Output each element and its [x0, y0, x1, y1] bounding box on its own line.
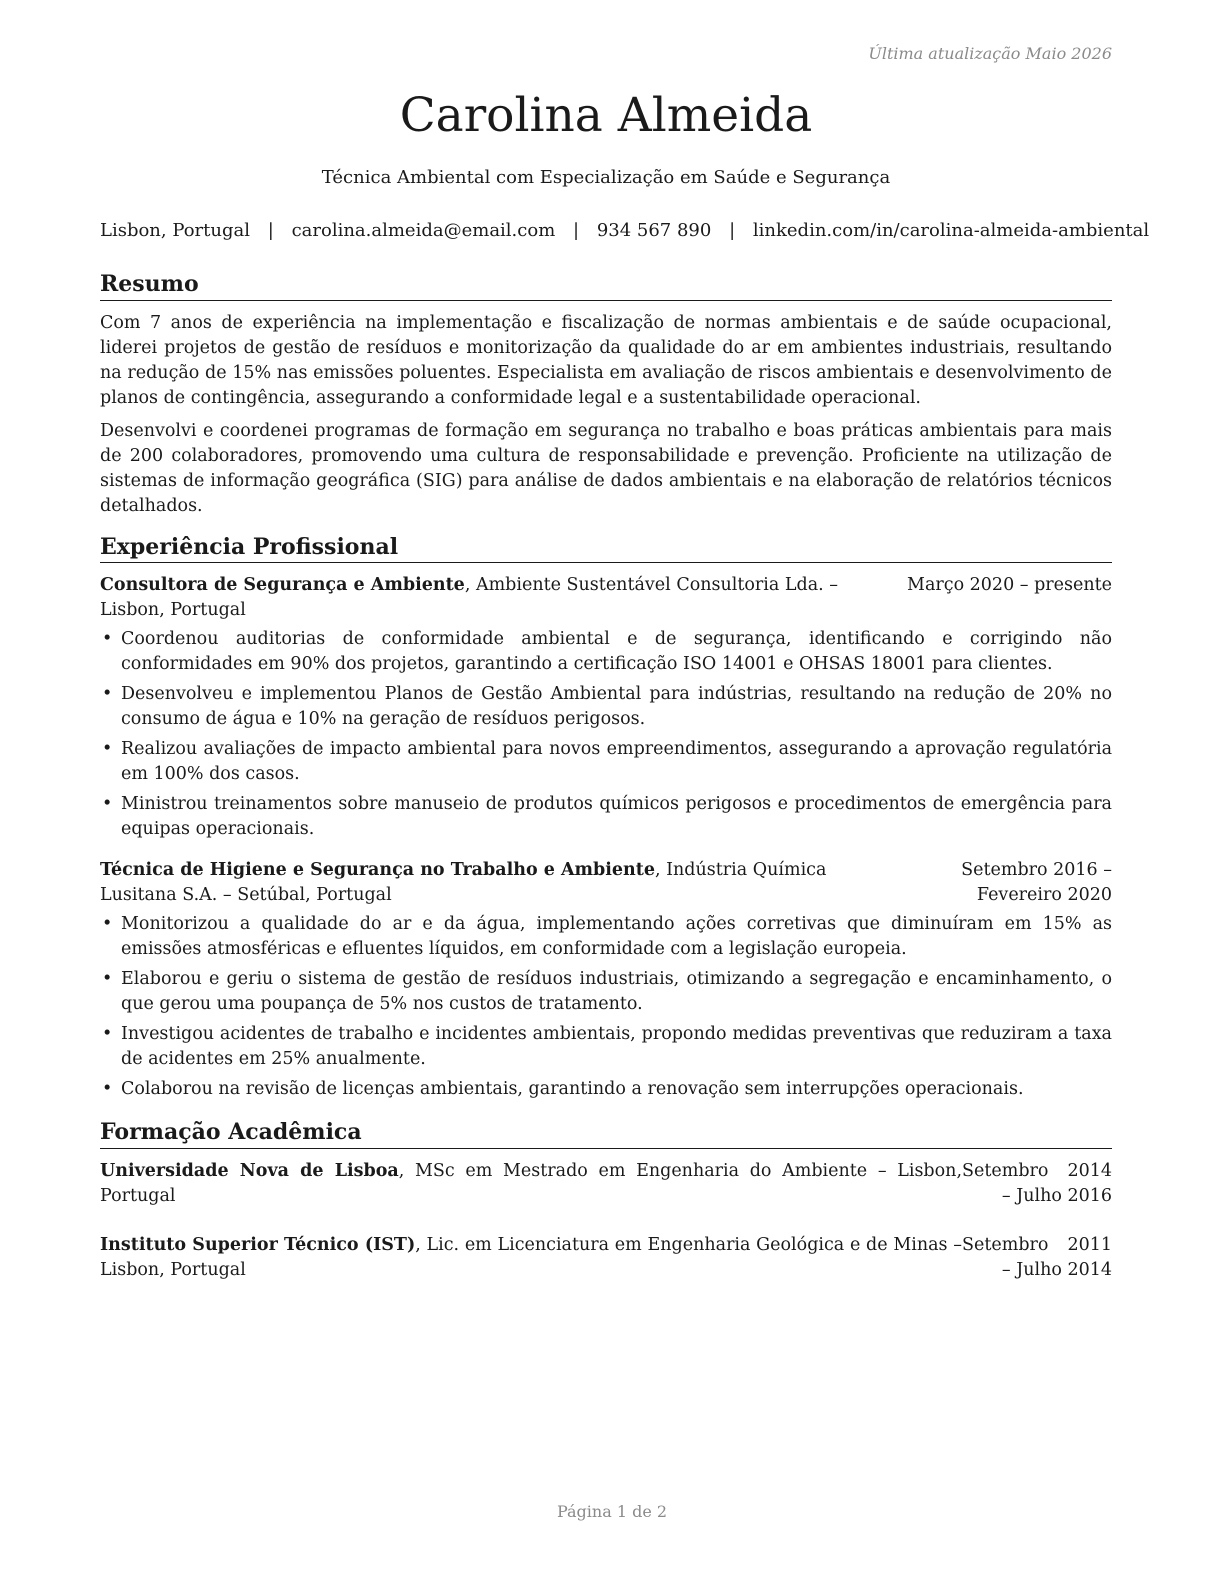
candidate-name: Carolina Almeida	[399, 88, 813, 143]
education-detail: , Lic. em Licenciatura em Engenharia Geológica e de Minas – Lisbon, Portugal	[100, 1234, 962, 1280]
job-organization: , Indústria Química Lusitana S.A. – Setúbal, Portugal	[100, 860, 827, 906]
section-title-experience: Experiência Profissional	[100, 533, 1112, 564]
education-institution: Instituto Superior Técnico (IST)	[100, 1234, 416, 1255]
section-title-summary: Resumo	[100, 270, 1112, 301]
contact-linkedin[interactable]: linkedin.com/in/carolina-almeida-ambiental	[752, 220, 1150, 241]
job-bullets	[100, 627, 1112, 842]
education-detail: , MSc em Mestrado em Engenharia do Ambiente – Lisbon, Portugal	[100, 1160, 963, 1206]
job-bullet: • Ministrou treinamentos sobre manuseio de produtos químicos perigosos e procedimentos de emergência para equipas operacionais.	[100, 792, 1112, 842]
job-dates: Março 2020 – presente	[907, 575, 1112, 596]
job-title-line	[100, 573, 907, 623]
job-entry	[100, 573, 1112, 842]
contact-separator: |	[573, 220, 580, 241]
job-organization: , Ambiente Sustentável Consultoria Lda. – Lisbon, Portugal	[100, 575, 839, 621]
job-bullet: • Monitorizou a qualidade do ar e da água, implementando ações corretivas que diminuíram em 15% as emissões atmosféricas e efluentes líquidos, em conformidade com a legislação europeia.	[100, 912, 1112, 962]
job-dates: Setembro 2016 – Fevereiro 2020	[961, 860, 1112, 906]
education-entry	[100, 1233, 1112, 1283]
job-title-line	[100, 858, 932, 908]
job-bullet: • Colaborou na revisão de licenças ambientais, garantindo a renovação sem interrupções operacionais.	[100, 1077, 1112, 1102]
education-dates: Setembro 2011 – Julho 2014	[962, 1234, 1112, 1280]
contact-line	[100, 220, 1150, 241]
job-header	[100, 573, 1112, 623]
page-number: Página 1 de 2	[556, 1502, 668, 1521]
last-updated: Última atualização Maio 2026	[868, 44, 1112, 63]
job-bullet: • Desenvolveu e implementou Planos de Gestão Ambiental para indústrias, resultando na redução de 20% no consumo de água e 10% na geração de resíduos perigosos.	[100, 682, 1112, 732]
education-institution: Universidade Nova de Lisboa	[100, 1160, 399, 1181]
contact-separator: |	[729, 220, 736, 241]
job-bullet: • Elaborou e geriu o sistema de gestão de resíduos industriais, otimizando a segregação e encaminhamento, o que gerou uma poupança de 5% nos custos de tratamento.	[100, 967, 1112, 1017]
candidate-subtitle: Técnica Ambiental com Especialização em Saúde e Segurança	[321, 167, 891, 188]
job-bullets	[100, 912, 1112, 1102]
contact-phone[interactable]: 934 567 890	[596, 220, 712, 241]
experience-section	[100, 533, 1112, 1103]
education-dates: Setembro 2014 – Julho 2016	[962, 1160, 1112, 1206]
resume-content	[100, 270, 1112, 1307]
education-section	[100, 1118, 1112, 1283]
summary-section	[100, 270, 1112, 519]
education-title-line	[100, 1159, 962, 1209]
job-role: Técnica de Higiene e Segurança no Trabalho e Ambiente	[100, 860, 655, 881]
contact-separator: |	[267, 220, 274, 241]
job-bullet: • Investigou acidentes de trabalho e incidentes ambientais, propondo medidas preventivas que reduziram a taxa de acidentes em 25% anualmente.	[100, 1022, 1112, 1072]
job-header	[100, 858, 1112, 908]
contact-email[interactable]: carolina.almeida@email.com	[291, 220, 556, 241]
job-entry	[100, 858, 1112, 1102]
summary-paragraph: Desenvolvi e coordenei programas de formação em segurança no trabalho e boas práticas ambientais para mais de 200 colaboradores, promovendo uma cultura de responsabilidade e prevenção. Proficiente na utilização de sistemas de informação geográfica (SIG) para análise de dados ambientais e na elaboração de relatórios técnicos detalhados.	[100, 420, 1112, 516]
contact-location: Lisbon, Portugal	[100, 220, 251, 241]
job-bullet: • Coordenou auditorias de conformidade ambiental e de segurança, identificando e corrigindo não conformidades em 90% dos projetos, garantindo a certificação ISO 14001 e OHSAS 18001 para clientes.	[100, 627, 1112, 677]
job-role: Consultora de Segurança e Ambiente	[100, 575, 465, 596]
job-bullet: • Realizou avaliações de impacto ambiental para novos empreendimentos, assegurando a aprovação regulatória em 100% dos casos.	[100, 737, 1112, 787]
education-title-line	[100, 1233, 962, 1283]
section-title-education: Formação Acadêmica	[100, 1118, 1112, 1149]
summary-paragraph: Com 7 anos de experiência na implementação e fiscalização de normas ambientais e de saúde ocupacional, liderei projetos de gestão de resíduos e monitorização da qualidade do ar em ambientes industriais, resultando na redução de 15% nas emissões poluentes. Especialista em avaliação de riscos ambientais e desenvolvimento de planos de contingência, assegurando a conformidade legal e a sustentabilidade operacional.	[100, 312, 1112, 408]
education-entry	[100, 1159, 1112, 1209]
